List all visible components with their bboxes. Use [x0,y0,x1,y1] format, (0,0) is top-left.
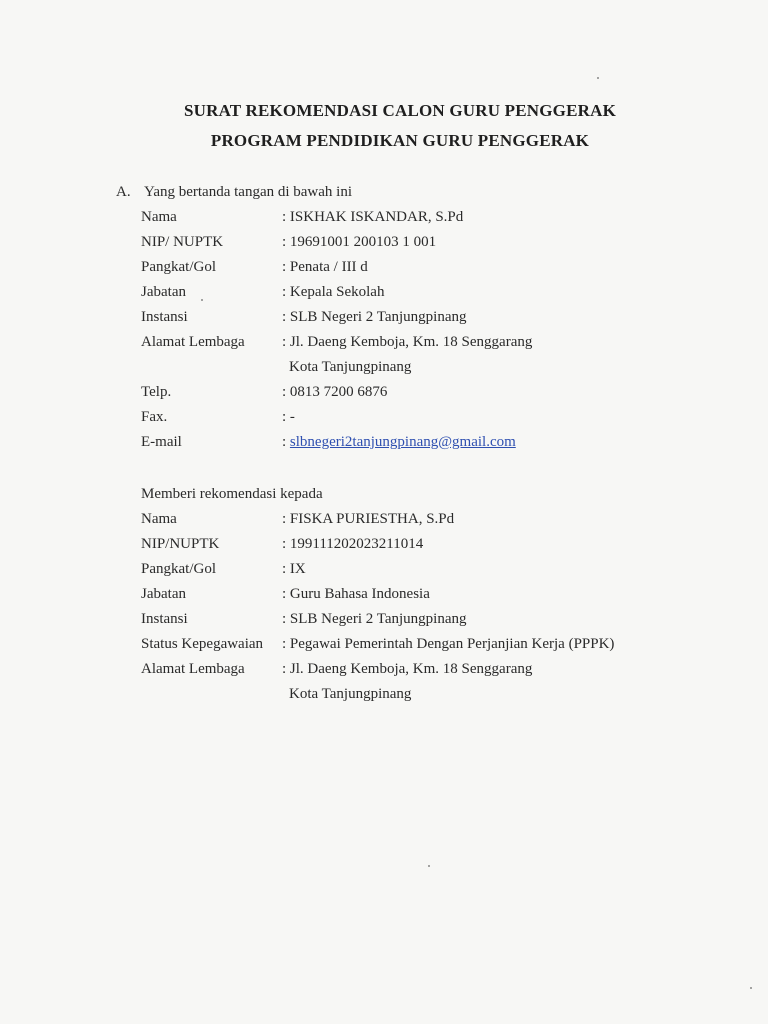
field-value: : SLB Negeri 2 Tanjungpinang [282,309,467,325]
field-label: Nama [141,511,177,527]
field-value: : Pegawai Pemerintah Dengan Perjanjian Kerja (PPPK) [282,636,615,652]
field-value: : 19691001 200103 1 001 [282,234,437,250]
field-value: : SLB Negeri 2 Tanjungpinang [282,611,467,627]
field-value: : Kepala Sekolah [282,284,385,300]
scan-speck [750,987,752,989]
field-value: : Penata / III d [282,259,368,275]
field-label: Jabatan [141,586,186,602]
field-label: Pangkat/Gol [141,259,216,275]
scan-speck [597,77,599,79]
field-label: NIP/NUPTK [141,536,220,552]
field-value: : Jl. Daeng Kemboja, Km. 18 Senggarang [282,334,533,350]
field-value: : - [282,409,295,425]
field-label: Jabatan [141,284,186,300]
field-value-continuation: Kota Tanjungpinang [289,686,412,702]
field-label: Pangkat/Gol [141,561,216,577]
scan-speck [428,865,430,867]
scan-speck [201,299,203,301]
field-value [282,434,516,451]
section-a-intro: Yang bertanda tangan di bawah ini [144,184,353,200]
field-label: NIP/ NUPTK [141,234,224,250]
field-label: Instansi [141,309,188,325]
field-label: Fax. [141,409,168,425]
field-label: Status Kepegawaian [141,636,264,652]
field-value: : FISKA PURIESTHA, S.Pd [282,511,455,527]
field-value: : 0813 7200 6876 [282,384,388,400]
email-link[interactable]: slbnegeri2tanjungpinang@gmail.com [289,434,516,450]
section-b-intro: Memberi rekomendasi kepada [141,486,323,502]
field-value: : Guru Bahasa Indonesia [282,586,430,602]
field-label: Alamat Lembaga [141,661,245,677]
field-label: Nama [141,209,177,225]
section-a-marker: A. [116,184,131,200]
field-value: : ISKHAK ISKANDAR, S.Pd [282,209,464,225]
document-subtitle: PROGRAM PENDIDIKAN GURU PENGGERAK [210,131,590,150]
field-label: E-mail [141,434,182,450]
field-value-continuation: Kota Tanjungpinang [289,359,412,375]
field-value: : IX [282,561,306,577]
field-label: Instansi [141,611,188,627]
document-title: SURAT REKOMENDASI CALON GURU PENGGERAK [183,101,616,120]
field-label: Telp. [141,384,172,400]
field-value: : 199111202023211014 [282,536,424,552]
field-value: : Jl. Daeng Kemboja, Km. 18 Senggarang [282,661,533,677]
field-colon: : [282,434,290,450]
field-label: Alamat Lembaga [141,334,245,350]
